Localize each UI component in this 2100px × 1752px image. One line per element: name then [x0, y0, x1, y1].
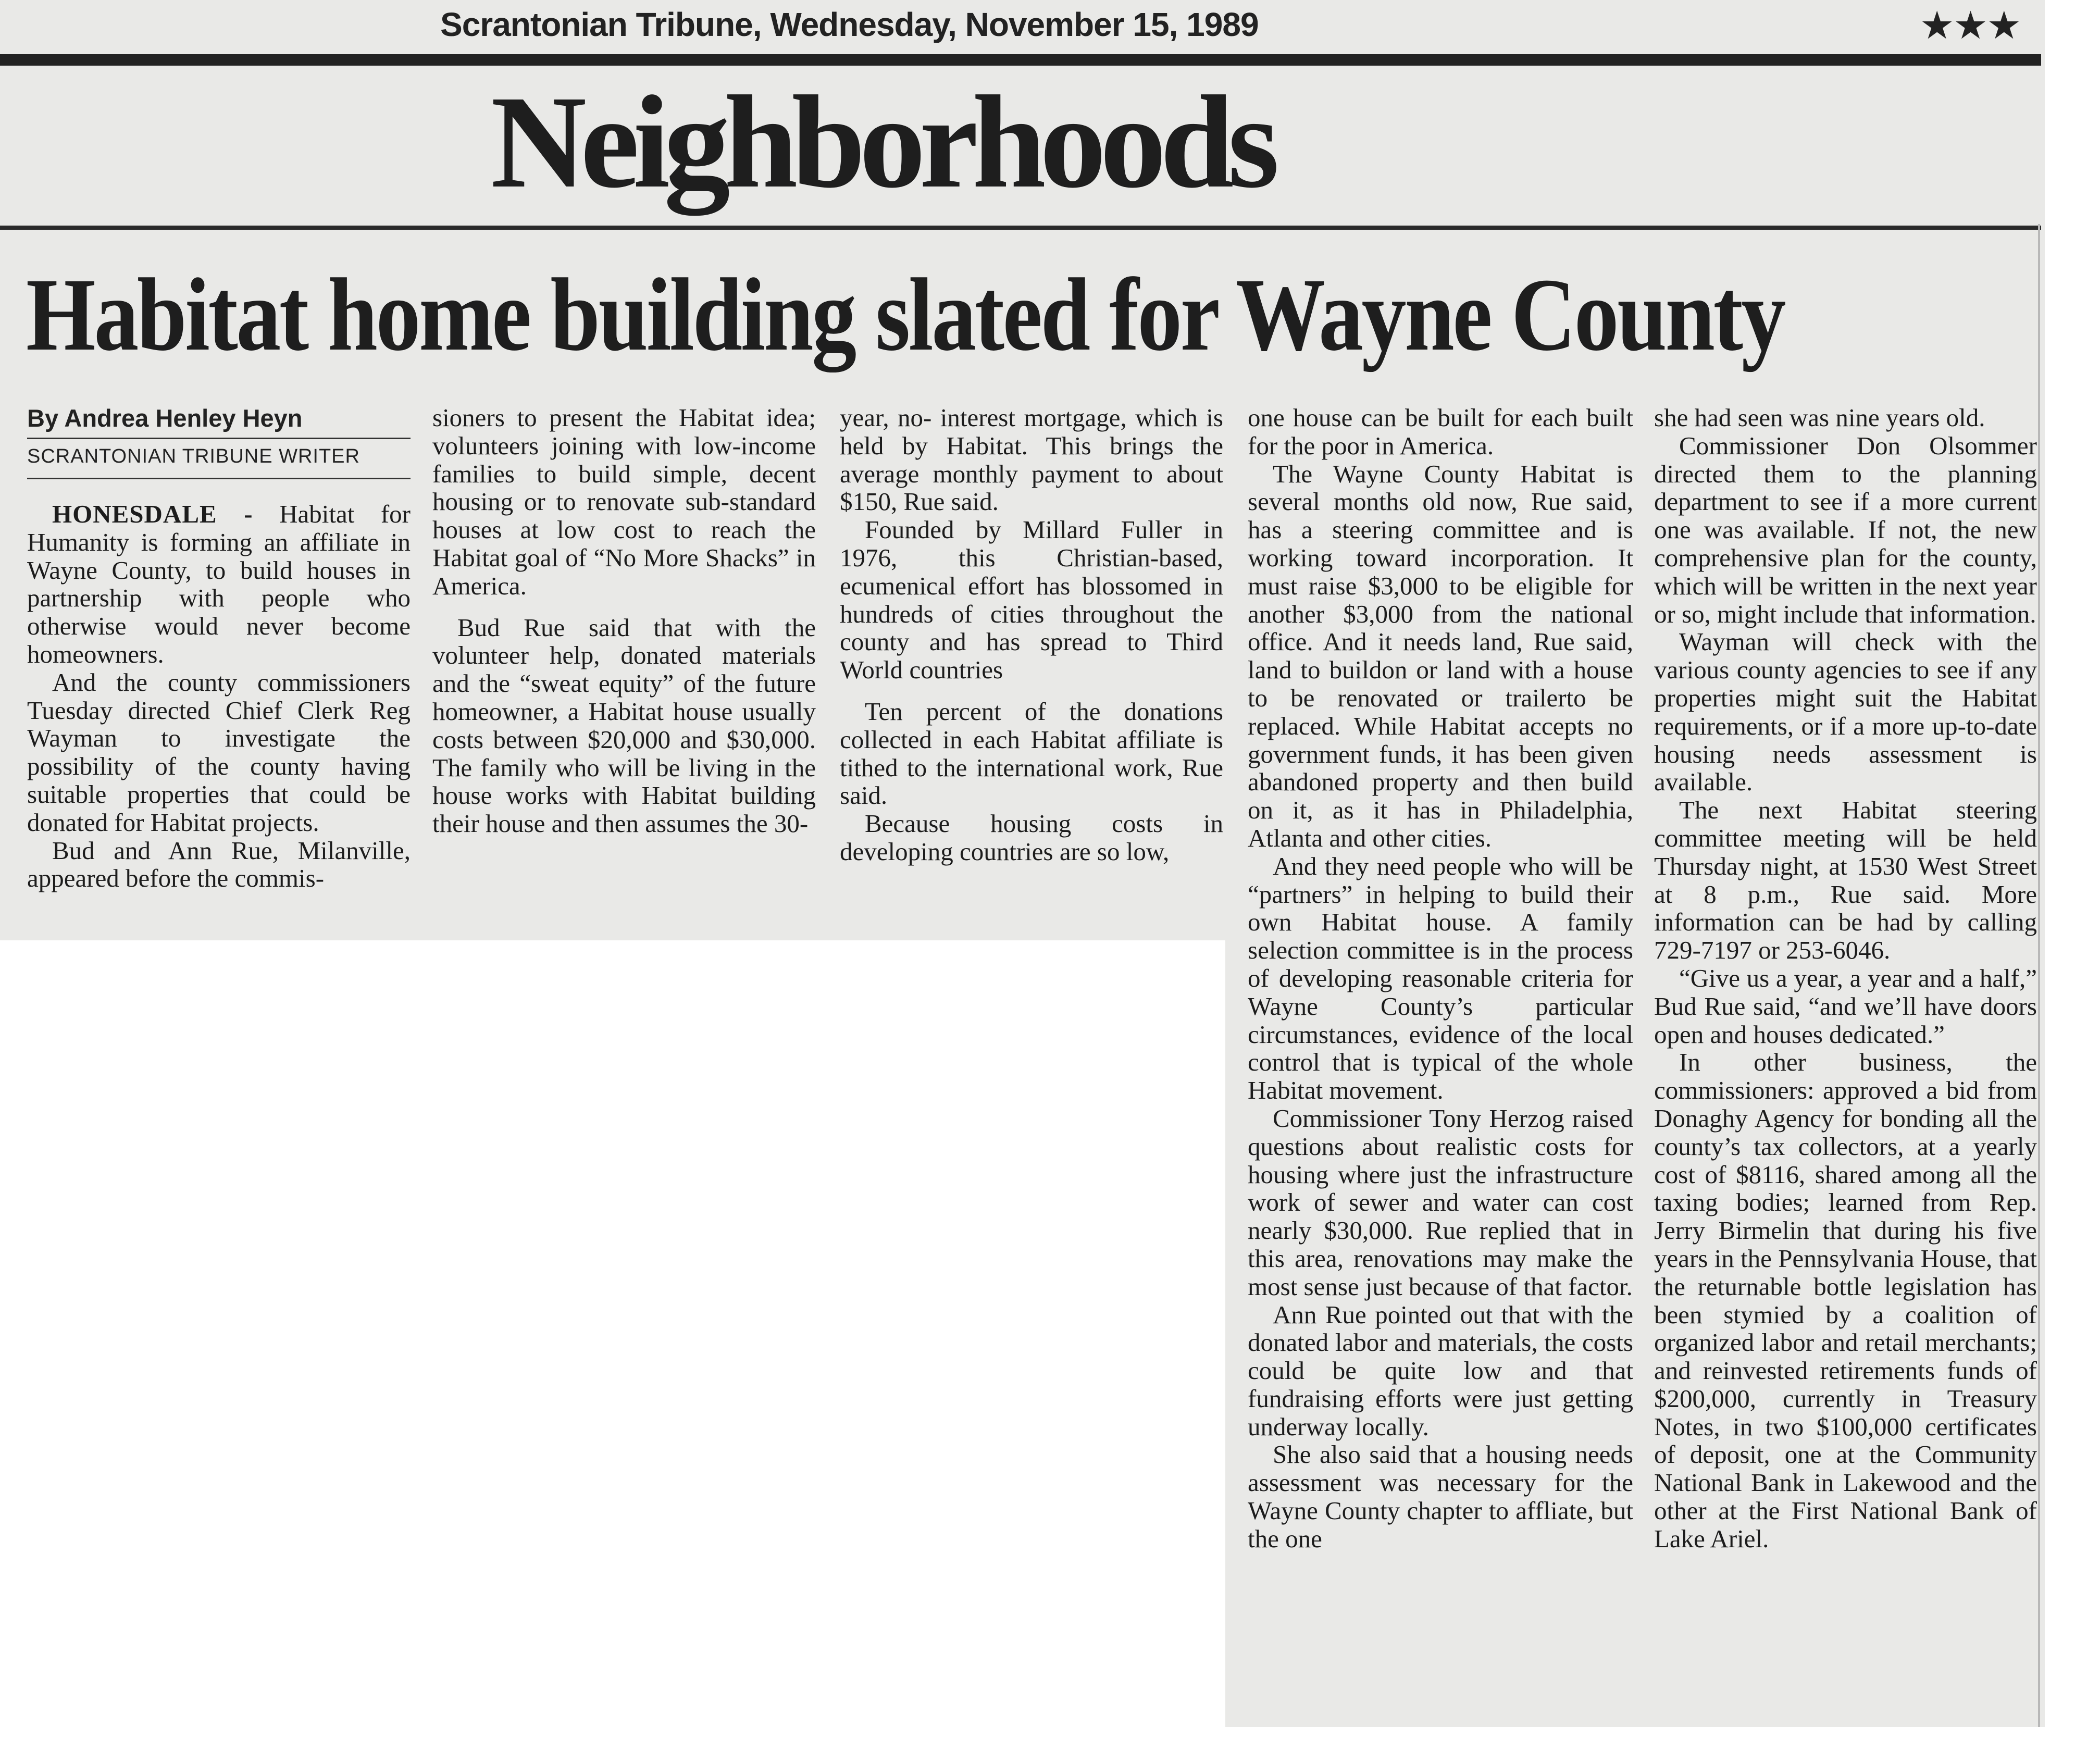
paragraph: Bud Rue said that with the volunteer help, donated materials and the “sweat equity” of the future homeowner, a Habitat house usually costs between $20,000 and $30,000. The family who will be living in the house works with Habitat building their house and then assumes the 30-	[432, 613, 816, 838]
masthead	[0, 0, 2100, 57]
article-column-3	[840, 404, 1223, 866]
paragraph: Founded by Millard Fuller in 1976, this Christian-based, ecumenical effort has blossomed in hundreds of cities throughout the county and has spread to Third World countries	[840, 515, 1223, 685]
blank-margin-bottom	[0, 1727, 2100, 1752]
paragraph: Ten percent of the donations collected in each Habitat affiliate is tithed to the international work, Rue said.	[840, 697, 1223, 810]
clipping-edge	[2038, 224, 2040, 1752]
article-column-2	[432, 404, 816, 838]
section-title: Neighborhoods	[491, 69, 1273, 216]
byline-rule-lower	[27, 478, 411, 479]
byline-writer: SCRANTONIAN TRIBUNE WRITER	[27, 445, 360, 467]
paragraph: Ann Rue pointed out that with the donated labor and materials, the costs could be quite low and that fundraising efforts were just getting underway locally.	[1248, 1300, 1633, 1441]
paragraph: And the county commissioners Tuesday directed Chief Clerk Reg Wayman to investigate the possibility of the county having suitable properties that could be donated for Habitat projects.	[27, 667, 411, 837]
byline-rule	[27, 438, 411, 439]
masthead-dateline: Scrantonian Tribune, Wednesday, November 15, 1989	[440, 6, 1259, 43]
section-rule	[0, 226, 2041, 230]
paragraph: Commissioner Don Olsommer directed them to the planning department to see if a more current one was available. If not, the new comprehensive plan for the county, which will be written in the next year or so, might include that information.	[1654, 431, 2037, 628]
edition-stars-icon: ★★★	[1920, 3, 2021, 48]
paragraph: sioners to present the Habitat idea; volunteers joining with low-income families to build simple, decent housing or to renovate sub-standard houses at low cost to reach the Habitat goal of “No More Shacks” in America.	[432, 403, 816, 600]
paragraph: year, no- interest mortgage, which is held by Habitat. This brings the average monthly payment to about $150, Rue said.	[840, 403, 1223, 516]
paragraph: In other business, the commissioners: approved a bid from Donaghy Agency for bonding all the county’s tax collectors, at a yearly cost of $8116, shared among all the taxing bodies; learned from Rep. Jerry Birmelin that during his five years in the Pennsylvania House, that the returnable bottle legislation has been stymied by a coalition of organized labor and retail merchants; and reinvested retirements funds of $200,000, currently in Treasury Notes, in two $100,000 certificates of deposit, one at the Community National Bank in Lakewood and the other at the First National Bank of Lake Ariel.	[1654, 1048, 2037, 1553]
paragraph: Because housing costs in developing countries are so low,	[840, 809, 1223, 866]
masthead-rule	[0, 54, 2041, 66]
article-headline: Habitat home building slated for Wayne County	[26, 257, 1784, 372]
article-column-5	[1654, 404, 2037, 1553]
paragraph: she had seen was nine years old.	[1654, 403, 1985, 432]
paragraph: The next Habitat steering committee meeting will be held Thursday night, at 1530 West Street at 8 p.m., Rue said. More information can be had by calling 729-7197 or 253-6046.	[1654, 796, 2037, 965]
article-column-1	[27, 402, 411, 892]
paragraph: Wayman will check with the various county agencies to see if any properties might suit the Habitat requirements, or if a more up-to-date housing needs assessment is available.	[1654, 627, 2037, 797]
blank-margin-right	[2045, 0, 2100, 1752]
paragraph: Commissioner Tony Herzog raised questions about realistic costs for housing where just the infrastructure work of sewer and water can cost nearly $30,000. Rue replied that in this area, renovations may make the most sense just because of that factor.	[1248, 1103, 1633, 1301]
byline: By Andrea Henley Heyn	[27, 404, 303, 432]
article-column-4	[1248, 404, 1633, 1553]
paragraph: And they need people who will be “partners” in helping to build their own Habitat house. A family selection committee is in the process of developing reasonable criteria for Wayne County’s particular circumstances, evidence of the local control that is typical of the whole Habitat movement.	[1248, 851, 1633, 1105]
paragraph: The Wayne County Habitat is several months old now, Rue said, has a steering committee and is working toward incorporation. It must raise $3,000 to be eligible for another $3,000 from the national office. And it needs land, Rue said, land to buildon or land with a house to be renovated or trailerto be replaced. While Habitat accepts no government funds, it has been given abandoned property and then build on it, as it has in Philadelphia, Atlanta and other cities.	[1248, 459, 1633, 852]
paragraph: one house can be built for each built for the poor in America.	[1248, 403, 1633, 460]
paragraph: Bud and Ann Rue, Milanville, appeared before the commis-	[27, 836, 411, 893]
place-dateline: HONESDALE -	[52, 500, 253, 528]
paragraph: She also said that a housing needs assessment was necessary for the Wayne County chapter to affliate, but the one	[1248, 1440, 1633, 1553]
blank-area	[0, 940, 1225, 1752]
paragraph: “Give us a year, a year and a half,” Bud Rue said, “and we’ll have doors open and houses dedicated.”	[1654, 963, 2037, 1049]
paragraph: HONESDALE - Habitat for Humanity is forming an affiliate in Wayne County, to build houses in partnership with people who otherwise would never become homeowners.	[27, 500, 411, 668]
